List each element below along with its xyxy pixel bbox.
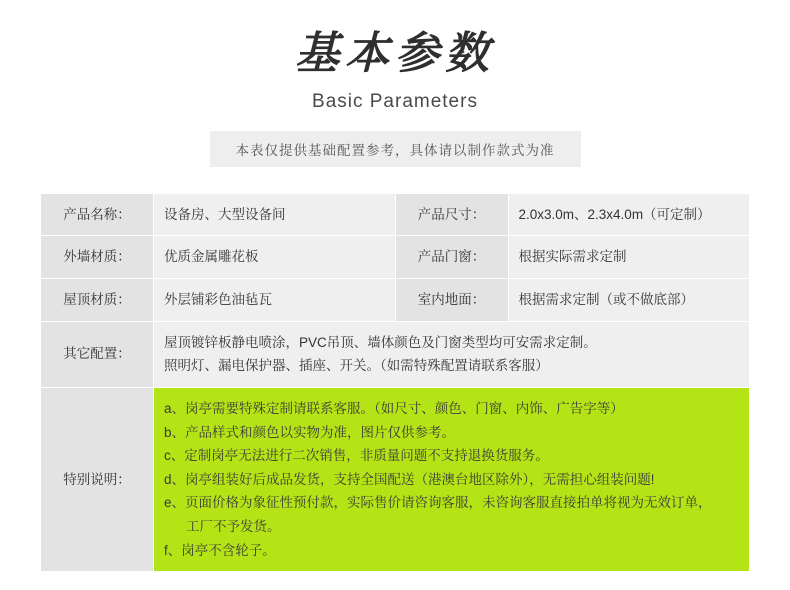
- note-item-continued: 工厂不予发货。: [186, 519, 281, 535]
- roof-material-label: 屋顶材质：: [41, 279, 154, 322]
- doors-windows-label: 产品门窗：: [395, 236, 508, 279]
- note-item: e、页面价格为象征性预付款，实际售价请咨询客服，未咨询客服直接拍单将视为无效订单，: [164, 495, 712, 511]
- product-name-value: 设备房、大型设备间: [154, 193, 396, 236]
- special-notes-label: 特别说明：: [41, 387, 154, 571]
- wall-material-value: 优质金属雕花板: [154, 236, 396, 279]
- indoor-floor-label: 室内地面：: [395, 279, 508, 322]
- product-name-label: 产品名称：: [41, 193, 154, 236]
- parameters-table-wrapper: [40, 193, 750, 573]
- wall-material-label: 外墙材质：: [41, 236, 154, 279]
- other-config-label: 其它配置：: [41, 321, 154, 387]
- page-header: [0, 0, 790, 167]
- table-row: [41, 236, 750, 279]
- roof-material-value: 外层铺彩色油毡瓦: [154, 279, 396, 322]
- page-title-en: Basic Parameters: [312, 90, 478, 112]
- page-title-cn: 基本参数: [295, 28, 495, 79]
- note-item: c、定制岗亭无法进行二次销售，非质量问题不支持退换货服务。: [164, 448, 549, 464]
- note-item: f、岗亭不含轮子。: [164, 542, 276, 558]
- product-size-label: 产品尺寸：: [395, 193, 508, 236]
- doors-windows-value: 根据实际需求定制: [508, 236, 750, 279]
- note-item: b、产品样式和颜色以实物为准，图片仅供参考。: [164, 424, 456, 440]
- table-row-config: [41, 321, 750, 387]
- table-row: [41, 193, 750, 236]
- parameters-table: [40, 193, 750, 573]
- product-size-value: 2.0x3.0m、2.3x4.0m（可定制）: [508, 193, 750, 236]
- subtitle-bar: 本表仅提供基础配置参考，具体请以制作款式为准: [210, 131, 581, 167]
- indoor-floor-value: 根据需求定制（或不做底部）: [508, 279, 750, 322]
- subtitle-container: [0, 131, 790, 167]
- special-notes-value: [154, 387, 750, 571]
- table-row-notes: [41, 387, 750, 571]
- other-config-value: [154, 321, 750, 387]
- note-item: a、岗亭需要特殊定制请联系客服。（如尺寸、颜色、门窗、内饰、广告字等）: [164, 400, 624, 416]
- other-config-line-1: 屋顶镀锌板静电喷涂，PVC吊顶、墙体颜色及门窗类型均可安需求定制。: [164, 334, 597, 350]
- other-config-line-2: 照明灯、漏电保护器、插座、开关。（如需特殊配置请联系客服）: [164, 358, 549, 374]
- table-row: [41, 279, 750, 322]
- note-item: d、岗亭组装好后成品发货，支持全国配送（港澳台地区除外），无需担心组装问题!: [164, 471, 655, 487]
